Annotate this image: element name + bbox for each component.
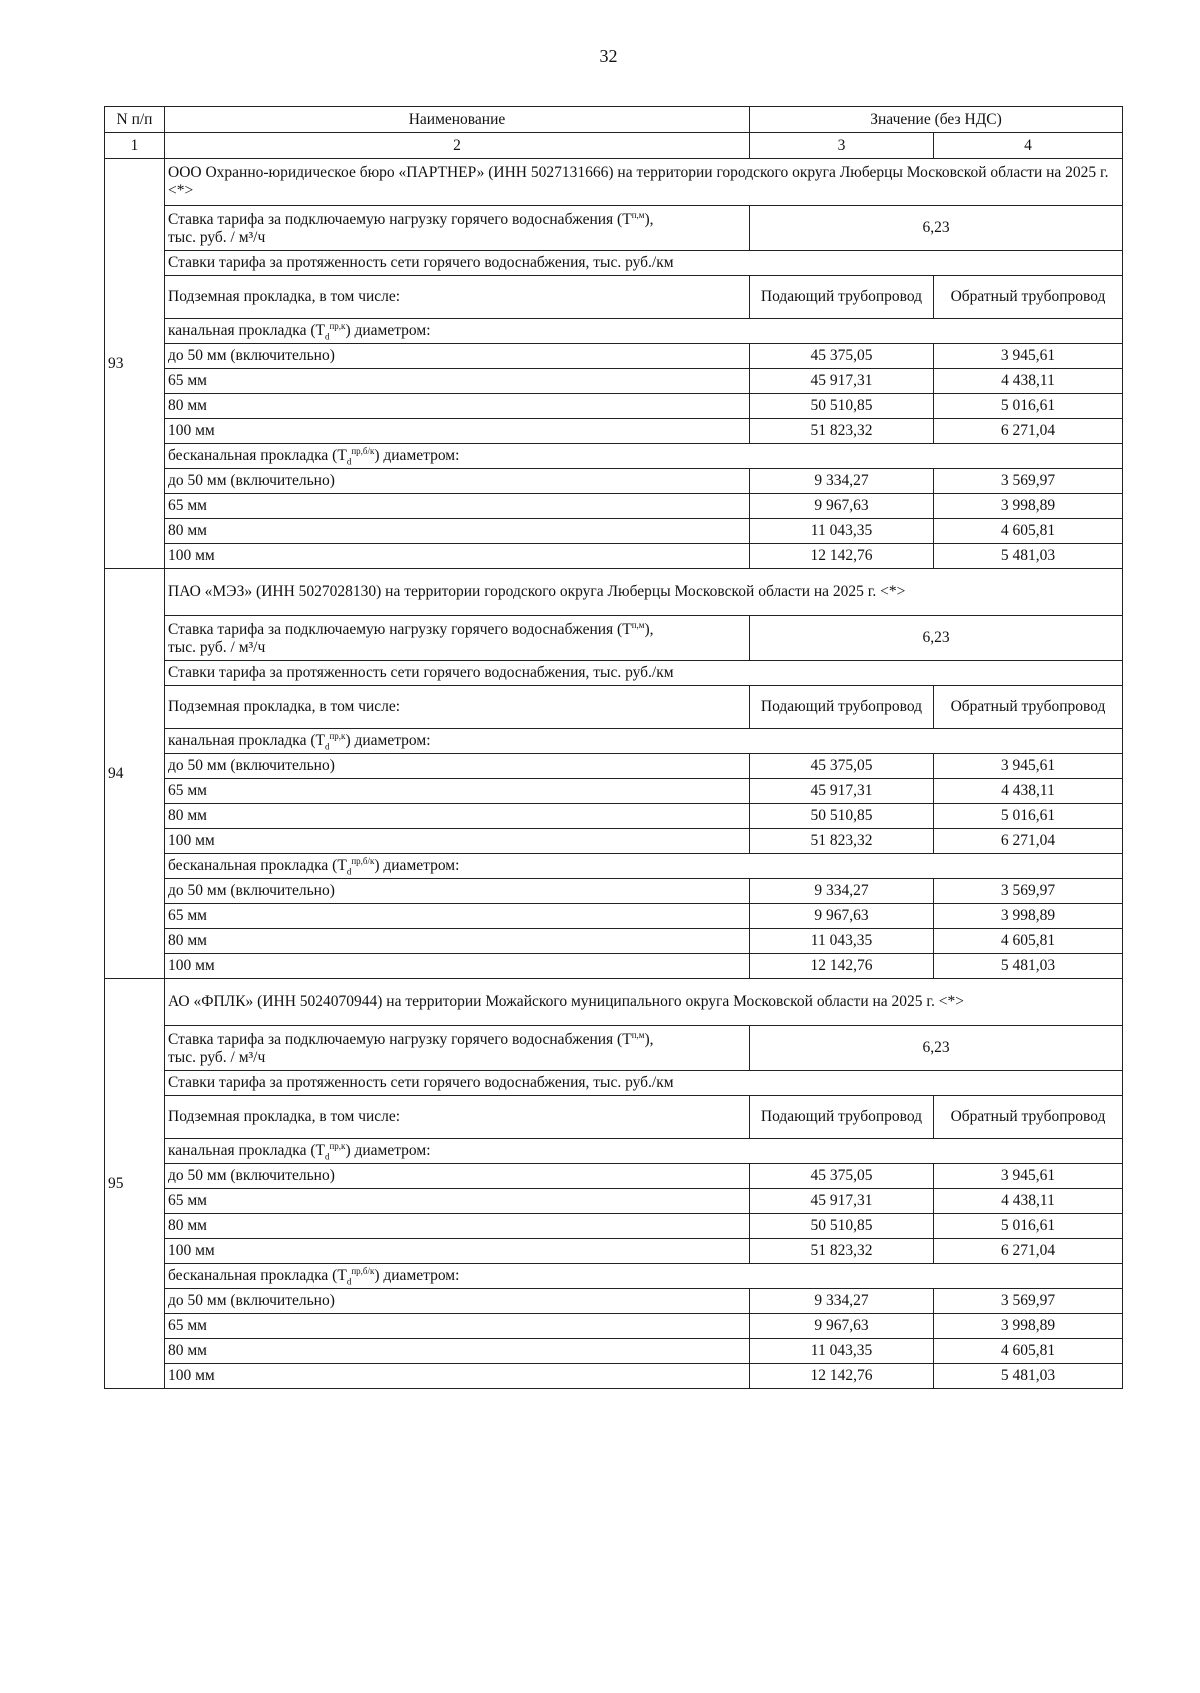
return-value: 4 438,11 — [934, 1189, 1123, 1214]
supply-value: 9 334,27 — [750, 879, 934, 904]
header-num: N п/п — [105, 107, 165, 133]
supply-value: 45 375,05 — [750, 1164, 934, 1189]
supply-value: 12 142,76 — [750, 1364, 934, 1389]
section-number: 95 — [105, 979, 165, 1389]
table-row — [105, 1314, 1123, 1339]
return-value: 5 481,03 — [934, 954, 1123, 979]
return-value: 4 605,81 — [934, 929, 1123, 954]
diameter-label: 65 мм — [165, 904, 750, 929]
section-title-row — [105, 159, 1123, 206]
return-value: 3 998,89 — [934, 1314, 1123, 1339]
table-row — [105, 469, 1123, 494]
supply-pipe-header: Подающий трубопровод — [750, 276, 934, 319]
section-title: ООО Охранно-юридическое бюро «ПАРТНЕР» (ИНН 5027131666) на территории городского округа Люберцы Московской области на 2025 г. <*> — [165, 159, 1123, 206]
table-row — [105, 779, 1123, 804]
channelless-heading-row — [105, 1264, 1123, 1289]
return-value: 6 271,04 — [934, 829, 1123, 854]
supply-value: 51 823,32 — [750, 829, 934, 854]
channel-heading: канальная прокладка $(Т_d^{пр,к})$ диаметром: — [165, 1139, 1123, 1164]
section-title: АО «ФПЛК» (ИНН 5024070944) на территории Можайского муниципального округа Московской области на 2025 г. <*> — [165, 979, 1123, 1026]
col-number-2: 2 — [165, 133, 750, 159]
return-pipe-header: Обратный трубопровод — [934, 686, 1123, 729]
col-number-3: 3 — [750, 133, 934, 159]
table-row — [105, 494, 1123, 519]
diameter-label: 100 мм — [165, 544, 750, 569]
header-value: Значение (без НДС) — [750, 107, 1123, 133]
return-value: 3 945,61 — [934, 1164, 1123, 1189]
channel-heading-row — [105, 729, 1123, 754]
underground-row — [105, 686, 1123, 729]
return-value: 5 016,61 — [934, 1214, 1123, 1239]
table-row — [105, 1289, 1123, 1314]
channelless-heading: бесканальная прокладка $(Т_d^{пр,б/к})$ диаметром: — [165, 444, 1123, 469]
section-title-row — [105, 979, 1123, 1026]
return-pipe-header: Обратный трубопровод — [934, 276, 1123, 319]
diameter-label: до 50 мм (включительно) — [165, 344, 750, 369]
supply-value: 12 142,76 — [750, 954, 934, 979]
diameter-label: 100 мм — [165, 829, 750, 854]
table-row — [105, 929, 1123, 954]
table-row — [105, 754, 1123, 779]
table-row — [105, 369, 1123, 394]
connection-rate-label: Ставка тарифа за подключаемую нагрузку горячего водоснабжения $(Т^{п,м})$, тыс. руб. / м³/ч — [165, 1026, 750, 1071]
diameter-label: 80 мм — [165, 1214, 750, 1239]
diameter-label: 100 мм — [165, 419, 750, 444]
table-row — [105, 1364, 1123, 1389]
channel-heading: канальная прокладка $(Т_d^{пр,к})$ диаметром: — [165, 729, 1123, 754]
connection-rate-row — [105, 206, 1123, 251]
diameter-label: до 50 мм (включительно) — [165, 1164, 750, 1189]
table-row — [105, 1214, 1123, 1239]
channel-heading-row — [105, 1139, 1123, 1164]
length-rates-label: Ставки тарифа за протяженность сети горячего водоснабжения, тыс. руб./км — [165, 251, 1123, 276]
table-row — [105, 829, 1123, 854]
table-row — [105, 344, 1123, 369]
underground-label: Подземная прокладка, в том числе: — [165, 276, 750, 319]
diameter-label: до 50 мм (включительно) — [165, 1289, 750, 1314]
section-number: 94 — [105, 569, 165, 979]
supply-value: 9 967,63 — [750, 1314, 934, 1339]
return-value: 5 481,03 — [934, 1364, 1123, 1389]
table-row — [105, 544, 1123, 569]
connection-rate-value: 6,23 — [750, 1026, 1123, 1071]
supply-value: 51 823,32 — [750, 419, 934, 444]
connection-rate-row — [105, 1026, 1123, 1071]
supply-value: 45 917,31 — [750, 779, 934, 804]
col-number-4: 4 — [934, 133, 1123, 159]
supply-value: 51 823,32 — [750, 1239, 934, 1264]
table-row — [105, 1189, 1123, 1214]
supply-value: 9 334,27 — [750, 469, 934, 494]
length-rates-label: Ставки тарифа за протяженность сети горячего водоснабжения, тыс. руб./км — [165, 1071, 1123, 1096]
table-row — [105, 1164, 1123, 1189]
page-number: 32 — [599, 46, 618, 66]
supply-value: 45 375,05 — [750, 344, 934, 369]
length-rates-row — [105, 1071, 1123, 1096]
diameter-label: до 50 мм (включительно) — [165, 754, 750, 779]
connection-rate-label: Ставка тарифа за подключаемую нагрузку горячего водоснабжения $(Т^{п,м})$, тыс. руб. / м³/ч — [165, 206, 750, 251]
diameter-label: 80 мм — [165, 394, 750, 419]
table-row — [105, 1239, 1123, 1264]
channel-heading: канальная прокладка $(Т_d^{пр,к})$ диаметром: — [165, 319, 1123, 344]
return-value: 5 481,03 — [934, 544, 1123, 569]
diameter-label: до 50 мм (включительно) — [165, 469, 750, 494]
connection-rate-value: 6,23 — [750, 616, 1123, 661]
diameter-label: 80 мм — [165, 804, 750, 829]
table-row — [105, 519, 1123, 544]
return-value: 4 605,81 — [934, 519, 1123, 544]
return-value: 3 998,89 — [934, 494, 1123, 519]
return-value: 3 998,89 — [934, 904, 1123, 929]
return-value: 3 945,61 — [934, 754, 1123, 779]
connection-rate-row — [105, 616, 1123, 661]
diameter-label: 80 мм — [165, 1339, 750, 1364]
return-value: 4 605,81 — [934, 1339, 1123, 1364]
supply-value: 50 510,85 — [750, 804, 934, 829]
length-rates-row — [105, 251, 1123, 276]
return-value: 3 569,97 — [934, 1289, 1123, 1314]
section-title: ПАО «МЭЗ» (ИНН 5027028130) на территории городского округа Люберцы Московской области на 2025 г. <*> — [165, 569, 1123, 616]
supply-value: 11 043,35 — [750, 929, 934, 954]
supply-value: 11 043,35 — [750, 519, 934, 544]
underground-label: Подземная прокладка, в том числе: — [165, 1096, 750, 1139]
column-number-row — [105, 133, 1123, 159]
channelless-heading: бесканальная прокладка $(Т_d^{пр,б/к})$ диаметром: — [165, 1264, 1123, 1289]
underground-row — [105, 1096, 1123, 1139]
connection-rate-value: 6,23 — [750, 206, 1123, 251]
diameter-label: до 50 мм (включительно) — [165, 879, 750, 904]
header-name: Наименование — [165, 107, 750, 133]
diameter-label: 65 мм — [165, 1314, 750, 1339]
channelless-heading-row — [105, 444, 1123, 469]
diameter-label: 65 мм — [165, 369, 750, 394]
supply-value: 45 375,05 — [750, 754, 934, 779]
supply-pipe-header: Подающий трубопровод — [750, 686, 934, 729]
supply-value: 50 510,85 — [750, 394, 934, 419]
table-row — [105, 954, 1123, 979]
return-value: 3 945,61 — [934, 344, 1123, 369]
header-row — [105, 107, 1123, 133]
supply-value: 9 967,63 — [750, 494, 934, 519]
diameter-label: 100 мм — [165, 1364, 750, 1389]
diameter-label: 80 мм — [165, 929, 750, 954]
return-value: 3 569,97 — [934, 469, 1123, 494]
channelless-heading: бесканальная прокладка $(Т_d^{пр,б/к})$ диаметром: — [165, 854, 1123, 879]
channel-heading-row — [105, 319, 1123, 344]
table-row — [105, 804, 1123, 829]
connection-rate-label: Ставка тарифа за подключаемую нагрузку горячего водоснабжения $(Т^{п,м})$, тыс. руб. / м³/ч — [165, 616, 750, 661]
diameter-label: 65 мм — [165, 1189, 750, 1214]
table-row — [105, 419, 1123, 444]
supply-value: 12 142,76 — [750, 544, 934, 569]
length-rates-row — [105, 661, 1123, 686]
table-row — [105, 1339, 1123, 1364]
channelless-heading-row — [105, 854, 1123, 879]
return-value: 6 271,04 — [934, 419, 1123, 444]
supply-value: 45 917,31 — [750, 1189, 934, 1214]
diameter-label: 65 мм — [165, 494, 750, 519]
return-value: 6 271,04 — [934, 1239, 1123, 1264]
supply-pipe-header: Подающий трубопровод — [750, 1096, 934, 1139]
supply-value: 50 510,85 — [750, 1214, 934, 1239]
table-row — [105, 394, 1123, 419]
return-value: 3 569,97 — [934, 879, 1123, 904]
supply-value: 45 917,31 — [750, 369, 934, 394]
supply-value: 11 043,35 — [750, 1339, 934, 1364]
col-number-1: 1 — [105, 133, 165, 159]
table-row — [105, 904, 1123, 929]
return-value: 5 016,61 — [934, 394, 1123, 419]
diameter-label: 100 мм — [165, 1239, 750, 1264]
underground-row — [105, 276, 1123, 319]
supply-value: 9 334,27 — [750, 1289, 934, 1314]
diameter-label: 65 мм — [165, 779, 750, 804]
return-value: 5 016,61 — [934, 804, 1123, 829]
length-rates-label: Ставки тарифа за протяженность сети горячего водоснабжения, тыс. руб./км — [165, 661, 1123, 686]
return-value: 4 438,11 — [934, 779, 1123, 804]
underground-label: Подземная прокладка, в том числе: — [165, 686, 750, 729]
section-title-row — [105, 569, 1123, 616]
supply-value: 9 967,63 — [750, 904, 934, 929]
section-number: 93 — [105, 159, 165, 569]
table-row — [105, 879, 1123, 904]
diameter-label: 100 мм — [165, 954, 750, 979]
tariff-table — [104, 106, 1123, 1389]
return-pipe-header: Обратный трубопровод — [934, 1096, 1123, 1139]
diameter-label: 80 мм — [165, 519, 750, 544]
return-value: 4 438,11 — [934, 369, 1123, 394]
